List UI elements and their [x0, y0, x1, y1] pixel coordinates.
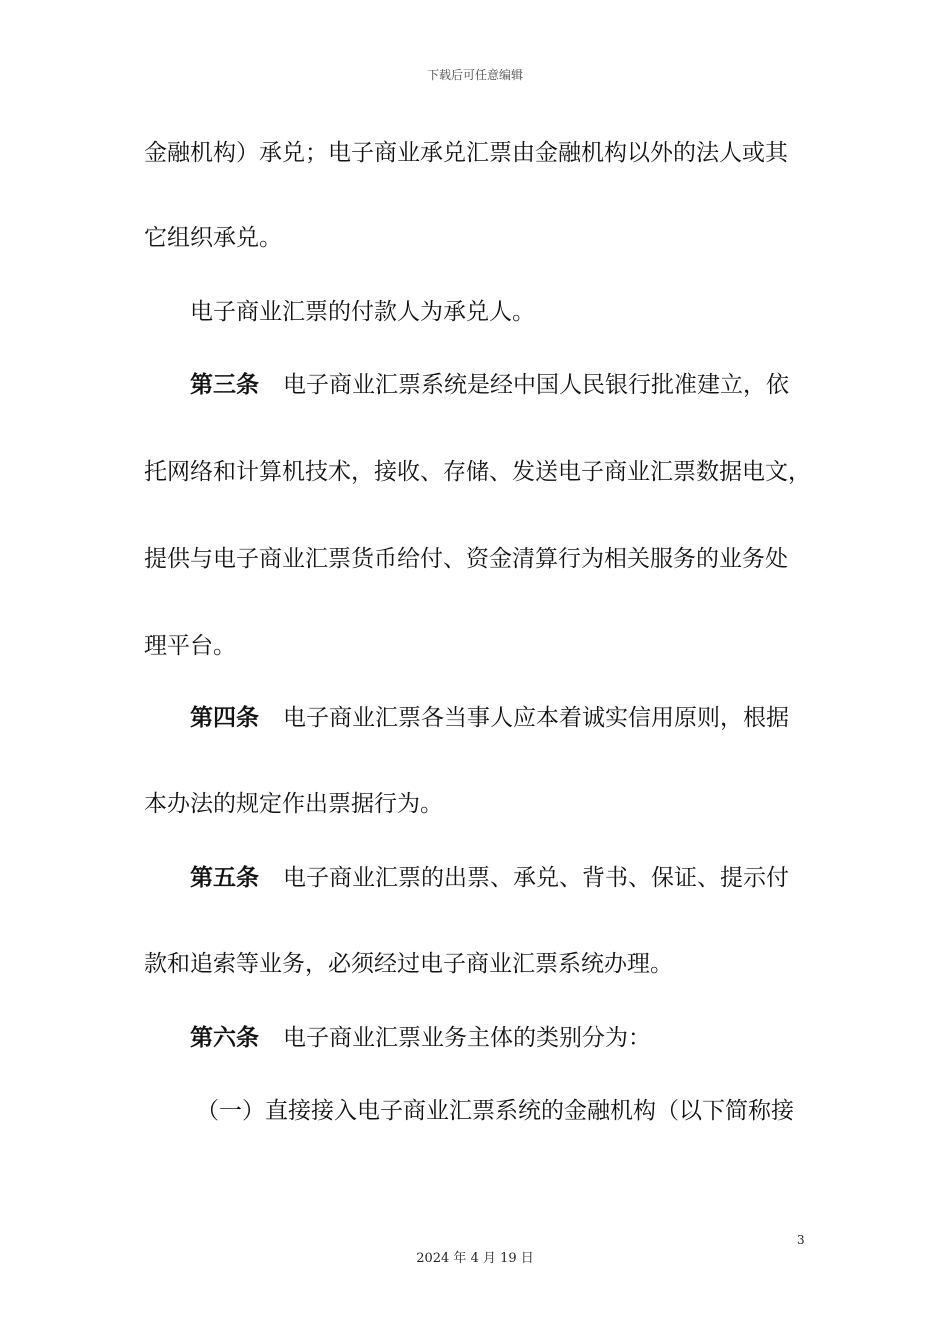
text-line-2: 它组织承兑。 [144, 225, 282, 251]
article-4-label: 第四条 [190, 705, 259, 731]
article-5-label: 第五条 [190, 865, 259, 891]
article-5-line [190, 858, 870, 898]
text-line-9: 本办法的规定作出票据行为。 [144, 791, 443, 817]
page-number: 3 [797, 1233, 805, 1247]
article-3-label: 第三条 [190, 372, 259, 398]
article-6-label: 第六条 [190, 1025, 259, 1051]
text-line-6: 提供与电子商业汇票货币给付、资金清算行为相关服务的业务处 [144, 546, 788, 572]
text-line-5: 托网络和计算机技术，接收、存储、发送电子商业汇票数据电文， [144, 459, 811, 485]
text-line-7: 理平台。 [144, 633, 236, 659]
article-6-text: 电子商业汇票业务主体的类别分为： [283, 1025, 651, 1051]
article-3-line [190, 365, 870, 405]
article-4-line [190, 698, 870, 738]
article-6-line [190, 1018, 870, 1058]
text-line-13: （一）直接接入电子商业汇票系统的金融机构（以下简称接 [196, 1098, 794, 1124]
article-4-text: 电子商业汇票各当事人应本着诚实信用原则，根据 [283, 705, 789, 731]
article-5-text: 电子商业汇票的出票、承兑、背书、保证、提示付 [283, 865, 789, 891]
footer-date: 2024 年 4 月 19 日 [416, 1251, 534, 1266]
text-line-3: 电子商业汇票的付款人为承兑人。 [190, 299, 535, 325]
page-header-note: 下载后可任意编辑 [426, 68, 523, 82]
text-line-11: 款和追索等业务，必须经过电子商业汇票系统办理。 [144, 951, 673, 977]
text-line-1: 金融机构）承兑；电子商业承兑汇票由金融机构以外的法人或其 [144, 140, 788, 166]
article-3-text: 电子商业汇票系统是经中国人民银行批准建立，依 [283, 372, 789, 398]
